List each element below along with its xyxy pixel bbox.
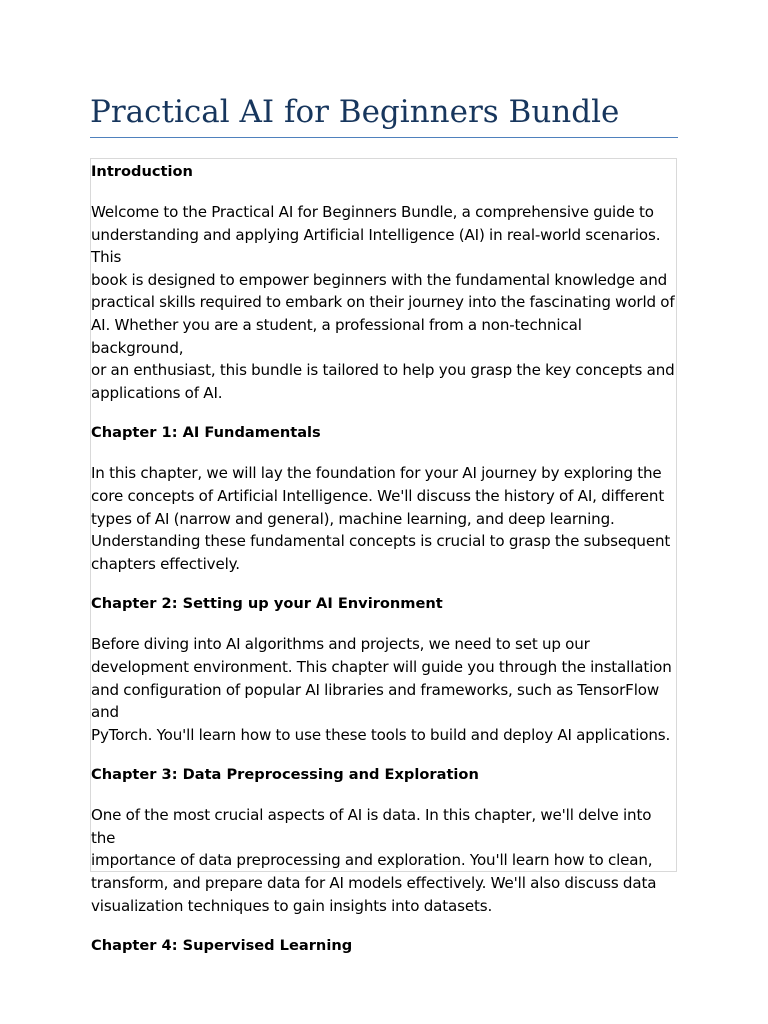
paragraph-line: Before diving into AI algorithms and projects, we need to set up our bbox=[91, 635, 590, 654]
title-underline bbox=[90, 137, 678, 138]
paragraph-line: Understanding these fundamental concepts is crucial to grasp the subsequent bbox=[91, 532, 671, 551]
paragraph-line: One of the most crucial aspects of AI is data. In this chapter, we'll delve into the bbox=[91, 806, 652, 847]
section-chapter-3 bbox=[91, 764, 676, 917]
paragraph-line: visualization techniques to gain insights into datasets. bbox=[91, 896, 493, 915]
section-heading: Introduction bbox=[91, 163, 193, 180]
paragraph-line: development environment. This chapter will guide you through the installation bbox=[91, 657, 672, 676]
section-chapter-2 bbox=[91, 593, 676, 746]
paragraph-line: In this chapter, we will lay the foundation for your AI journey by exploring the bbox=[91, 464, 662, 483]
paragraph-line: importance of data preprocessing and exploration. You'll learn how to clean, bbox=[91, 851, 653, 870]
paragraph-line: transform, and prepare data for AI models effectively. We'll also discuss data bbox=[91, 874, 657, 893]
paragraph-line: or an enthusiast, this bundle is tailored to help you grasp the key concepts and bbox=[91, 361, 675, 380]
paragraph-line: practical skills required to embark on their journey into the fascinating world of bbox=[91, 293, 675, 312]
paragraph-line: understanding and applying Artificial Intelligence (AI) in real-world scenarios. This bbox=[91, 225, 661, 267]
section-paragraph bbox=[91, 462, 676, 575]
paragraph-line: and configuration of popular AI libraries and frameworks, such as TensorFlow and bbox=[91, 680, 660, 722]
document-title: Practical AI for Beginners Bundle bbox=[90, 94, 620, 130]
section-heading: Chapter 4: Supervised Learning bbox=[91, 937, 353, 955]
paragraph-line: types of AI (narrow and general), machine learning, and deep learning. bbox=[91, 509, 615, 528]
section-heading: Chapter 2: Setting up your AI Environment bbox=[91, 595, 443, 613]
section-chapter-1 bbox=[91, 422, 676, 575]
section-paragraph bbox=[91, 201, 676, 404]
paragraph-line: book is designed to empower beginners with the fundamental knowledge and bbox=[91, 270, 668, 289]
section-heading: Chapter 3: Data Preprocessing and Exploration bbox=[91, 766, 479, 784]
section-chapter-4 bbox=[91, 935, 676, 957]
paragraph-line: AI. Whether you are a student, a professional from a non-technical background, bbox=[91, 315, 582, 357]
section-paragraph bbox=[91, 804, 676, 917]
section-heading: Chapter 1: AI Fundamentals bbox=[91, 424, 321, 442]
paragraph-line: applications of AI. bbox=[91, 383, 223, 402]
paragraph-line: Welcome to the Practical AI for Beginners Bundle, a comprehensive guide to bbox=[91, 203, 654, 221]
section-paragraph bbox=[91, 633, 676, 746]
paragraph-line: core concepts of Artificial Intelligence. We'll discuss the history of AI, different bbox=[91, 486, 665, 505]
paragraph-line: PyTorch. You'll learn how to use these tools to build and deploy AI applications. bbox=[91, 725, 671, 744]
paragraph-line: chapters effectively. bbox=[91, 554, 240, 573]
content-frame bbox=[90, 158, 677, 955]
section-introduction bbox=[91, 161, 676, 404]
